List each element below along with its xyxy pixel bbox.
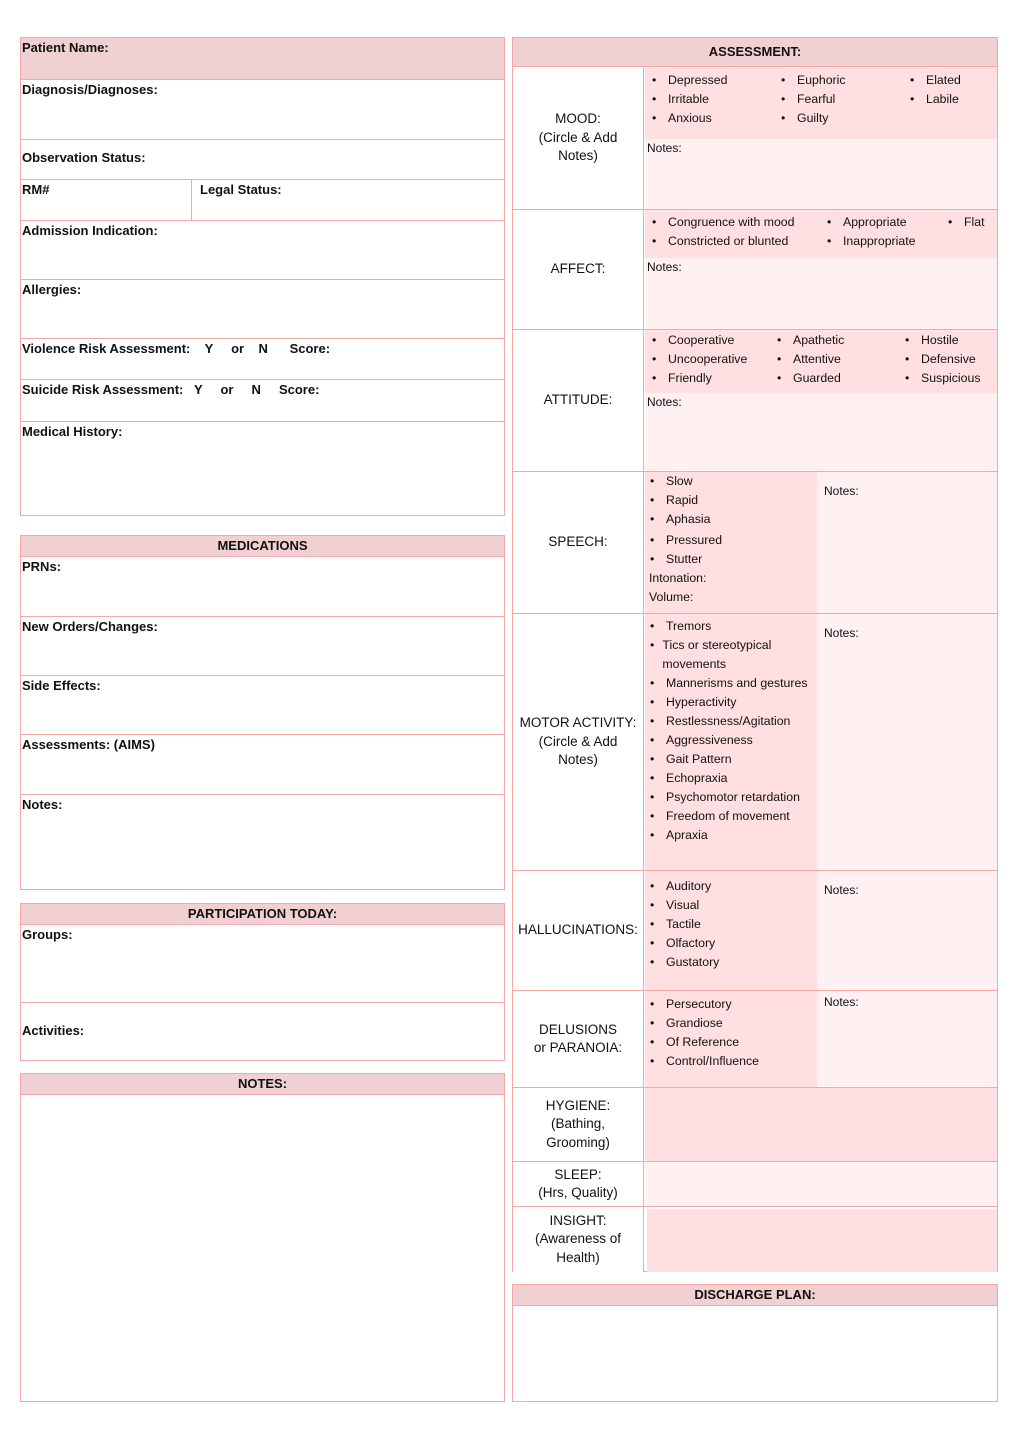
rm-divider xyxy=(191,180,192,220)
affect-option[interactable]: • Flat xyxy=(947,213,993,232)
participation-section xyxy=(20,903,505,1061)
new-orders-field[interactable] xyxy=(21,616,504,675)
delusions-notes-field[interactable] xyxy=(817,991,997,1087)
observation-status-field[interactable] xyxy=(21,139,504,179)
diagnosis-field[interactable] xyxy=(21,79,504,139)
mood-option[interactable]: • Elated xyxy=(909,71,993,90)
discharge-plan-section xyxy=(512,1284,998,1402)
insight-label: INSIGHT: (Awareness of Health) xyxy=(513,1207,644,1272)
delusion-option[interactable]: • Persecutory xyxy=(649,995,817,1014)
aims-label: Assessments: (AIMS) xyxy=(22,737,155,752)
attitude-option[interactable]: • Suspicious xyxy=(904,369,993,388)
mood-label: MOOD: (Circle & Add Notes) xyxy=(513,67,644,209)
motor-option[interactable]: • Tics or stereotypical movements xyxy=(649,636,799,674)
motor-option[interactable]: • Apraxia xyxy=(649,826,817,845)
motor-option[interactable]: • Aggressiveness xyxy=(649,731,817,750)
motor-option[interactable]: • Freedom of movement xyxy=(649,807,817,826)
assessment-section xyxy=(512,37,998,1272)
volume-field[interactable]: Volume: xyxy=(649,590,694,604)
speech-option[interactable]: • Aphasia xyxy=(649,510,817,529)
delusions-options xyxy=(645,991,817,1087)
medical-history-label: Medical History: xyxy=(22,424,123,439)
attitude-option[interactable]: • Hostile xyxy=(904,331,993,350)
notes-header: NOTES: xyxy=(21,1074,504,1095)
hallucinations-notes-field[interactable] xyxy=(817,871,997,990)
attitude-row xyxy=(513,329,997,471)
violence-risk-field[interactable] xyxy=(21,338,504,379)
hallucination-option[interactable]: • Tactile xyxy=(649,915,817,934)
attitude-option[interactable]: • Apathetic xyxy=(776,331,904,350)
hygiene-field[interactable] xyxy=(645,1088,997,1161)
hallucination-option[interactable]: • Auditory xyxy=(649,877,817,896)
affect-label: AFFECT: xyxy=(513,210,644,329)
speech-notes-label: Notes: xyxy=(824,484,859,498)
attitude-notes-label: Notes: xyxy=(647,395,682,409)
med-notes-field[interactable] xyxy=(21,794,504,889)
discharge-plan-header: DISCHARGE PLAN: xyxy=(513,1285,997,1306)
affect-option[interactable]: • Congruence with mood xyxy=(651,213,826,232)
patient-name-field[interactable] xyxy=(21,38,504,79)
hallucination-option[interactable]: • Olfactory xyxy=(649,934,817,953)
aims-field[interactable] xyxy=(21,734,504,794)
hallucination-option[interactable]: • Visual xyxy=(649,896,817,915)
motor-option[interactable]: • Gait Pattern xyxy=(649,750,817,769)
motor-option[interactable]: • Restlessness/Agitation xyxy=(649,712,817,731)
sleep-field[interactable] xyxy=(645,1162,997,1206)
hallucinations-options xyxy=(645,871,817,990)
patient-name-label: Patient Name: xyxy=(22,40,109,55)
sleep-row xyxy=(513,1161,997,1206)
motor-option[interactable]: • Echopraxia xyxy=(649,769,817,788)
delusions-label: DELUSIONS or PARANOIA: xyxy=(513,991,644,1087)
motor-option[interactable]: • Tremors xyxy=(649,617,817,636)
attitude-label: ATTITUDE: xyxy=(513,330,644,471)
speech-option[interactable]: • Rapid xyxy=(649,491,817,510)
delusion-option[interactable]: • Of Reference xyxy=(649,1033,817,1052)
mood-notes-label: Notes: xyxy=(647,141,682,155)
violence-risk-label: Violence Risk Assessment: Y or N Score: xyxy=(22,341,331,356)
mood-option[interactable]: • Anxious xyxy=(651,109,780,128)
attitude-option[interactable]: • Attentive xyxy=(776,350,904,369)
mood-option[interactable]: • Irritable xyxy=(651,90,780,109)
delusions-notes-label: Notes: xyxy=(824,995,859,1009)
affect-row xyxy=(513,209,997,329)
rm-legal-row xyxy=(21,179,504,220)
rm-label: RM# xyxy=(22,182,50,197)
attitude-option[interactable]: • Guarded xyxy=(776,369,904,388)
speech-notes-field[interactable] xyxy=(817,472,997,613)
motor-option[interactable]: • Mannerisms and gestures xyxy=(649,674,817,693)
affect-notes-label: Notes: xyxy=(647,260,682,274)
notes-field[interactable] xyxy=(21,1096,504,1401)
mood-options xyxy=(645,67,997,128)
assessment-header: ASSESSMENT: xyxy=(513,38,997,67)
groups-label: Groups: xyxy=(22,927,73,942)
mood-option[interactable]: • Depressed xyxy=(651,71,780,90)
participation-header: PARTICIPATION TODAY: xyxy=(21,904,504,925)
attitude-option[interactable]: • Cooperative xyxy=(651,331,776,350)
legal-status-label: Legal Status: xyxy=(200,182,282,197)
suicide-risk-field[interactable] xyxy=(21,379,504,421)
activities-field[interactable] xyxy=(21,1002,504,1060)
insight-field[interactable] xyxy=(647,1209,997,1272)
mood-option[interactable]: • Labile xyxy=(909,90,993,109)
attitude-option[interactable]: • Uncooperative xyxy=(651,350,776,369)
affect-option[interactable]: • Inappropriate xyxy=(826,232,947,251)
mood-row xyxy=(513,67,997,209)
hallucinations-notes-label: Notes: xyxy=(824,883,859,897)
allergies-field[interactable] xyxy=(21,279,504,338)
mood-option[interactable]: • Fearful xyxy=(780,90,909,109)
motor-notes-field[interactable] xyxy=(817,614,997,870)
hallucination-option[interactable]: • Gustatory xyxy=(649,953,817,972)
observation-status-label: Observation Status: xyxy=(22,150,146,165)
attitude-option[interactable]: • Defensive xyxy=(904,350,993,369)
medical-history-field[interactable] xyxy=(21,421,504,515)
motor-option[interactable]: • Psychomotor retardation xyxy=(649,788,817,807)
motor-options xyxy=(645,614,817,870)
speech-option[interactable]: • Pressured xyxy=(649,531,817,550)
hallucinations-row xyxy=(513,870,997,990)
mood-option[interactable]: • Guilty xyxy=(780,109,909,128)
side-effects-field[interactable] xyxy=(21,675,504,734)
affect-option[interactable]: • Appropriate xyxy=(826,213,947,232)
sleep-label: SLEEP: (Hrs, Quality) xyxy=(513,1162,644,1206)
attitude-option[interactable]: • Friendly xyxy=(651,369,776,388)
hallucinations-label: HALLUCINATIONS: xyxy=(513,871,644,990)
motor-notes-label: Notes: xyxy=(824,626,859,640)
attitude-notes-field[interactable] xyxy=(645,393,997,471)
discharge-plan-field[interactable] xyxy=(513,1307,997,1401)
medications-header: MEDICATIONS xyxy=(21,536,504,557)
groups-field[interactable] xyxy=(21,925,504,1002)
suicide-risk-label: Suicide Risk Assessment: Y or N Score: xyxy=(22,382,320,397)
delusion-option[interactable]: • Control/Influence xyxy=(649,1052,817,1071)
speech-row xyxy=(513,471,997,613)
new-orders-label: New Orders/Changes: xyxy=(22,619,158,634)
patient-info-section xyxy=(20,37,505,516)
motor-activity-row xyxy=(513,613,997,870)
side-effects-label: Side Effects: xyxy=(22,678,101,693)
prns-label: PRNs: xyxy=(22,559,62,574)
speech-option[interactable]: • Slow xyxy=(649,472,817,491)
insight-row xyxy=(513,1206,997,1272)
med-notes-label: Notes: xyxy=(22,797,63,812)
medications-section xyxy=(20,535,505,890)
mood-notes-field[interactable] xyxy=(645,139,997,209)
delusions-row xyxy=(513,990,997,1087)
motor-option[interactable]: • Hyperactivity xyxy=(649,693,817,712)
delusion-option[interactable]: • Grandiose xyxy=(649,1014,817,1033)
speech-option[interactable]: • Stutter xyxy=(649,550,817,569)
allergies-label: Allergies: xyxy=(22,282,82,297)
affect-notes-field[interactable] xyxy=(645,258,997,329)
hygiene-label: HYGIENE: (Bathing, Grooming) xyxy=(513,1088,644,1161)
attitude-options xyxy=(645,330,997,388)
speech-label: SPEECH: xyxy=(513,472,644,613)
hygiene-row xyxy=(513,1087,997,1161)
diagnosis-label: Diagnosis/Diagnoses: xyxy=(22,82,158,97)
speech-options xyxy=(645,472,817,613)
motor-activity-label: MOTOR ACTIVITY: (Circle & Add Notes) xyxy=(513,614,644,870)
affect-options xyxy=(645,210,997,251)
admission-indication-field[interactable] xyxy=(21,220,504,279)
prns-field[interactable] xyxy=(21,557,504,616)
affect-option[interactable]: • Constricted or blunted xyxy=(651,232,826,251)
mood-option[interactable]: • Euphoric xyxy=(780,71,909,90)
activities-label: Activities: xyxy=(22,1023,85,1038)
notes-section xyxy=(20,1073,505,1402)
admission-indication-label: Admission Indication: xyxy=(22,223,158,238)
intonation-field[interactable]: Intonation: xyxy=(649,571,707,585)
